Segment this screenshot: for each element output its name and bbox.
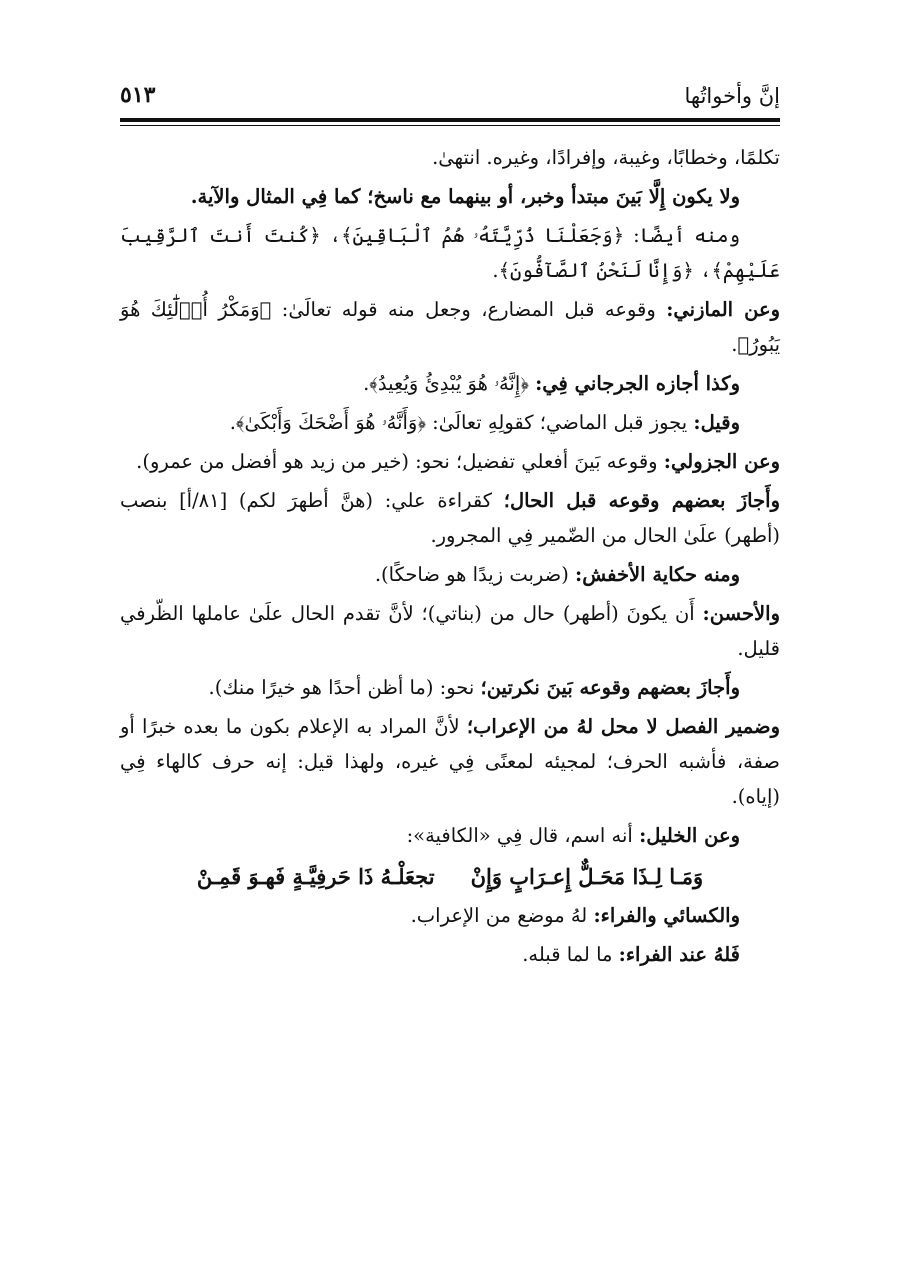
paragraph-12 xyxy=(120,709,780,814)
verse-hemistich-1: وَمَـا لِـذَا مَحَـلٌّ إِعـرَابٍ وَإِنْ xyxy=(470,864,704,889)
paragraph-10-text: أَن يكونَ (أطهر) حال من (بناتي)؛ لأنَّ تقدم الحال علَىٰ عاملها الظّرفي قليل. xyxy=(120,602,780,660)
paragraph-13-text: أنه اسم، قال فِي «الكافية»: xyxy=(406,824,640,847)
paragraph-9-lead: ومنه حكاية الأخفش: xyxy=(575,563,740,586)
page-number: ٥١٣ xyxy=(120,82,156,108)
paragraph-12-text: لأنَّ المراد به الإعلام بكون ما بعده خبرًا أو صفة، فأشبه الحرف؛ لمجيئه لمعنًى فِي غيره، ولهذا قيل: إنه حرف كالهاء فِي (إياه). xyxy=(120,715,780,808)
paragraph-8-lead: وأَجازَ بعضهم وقوعه قبل الحال؛ xyxy=(503,489,781,512)
paragraph-2 xyxy=(120,179,780,214)
paragraph-12-lead: وضمير الفصل لا محل لهُ من الإعراب؛ xyxy=(466,715,780,738)
poetry-verse xyxy=(120,859,780,894)
header-rule-thin xyxy=(120,125,780,126)
paragraph-15-text: ما لما قبله. xyxy=(522,943,619,966)
paragraph-14-lead: والكسائي والفراء: xyxy=(593,904,740,927)
paragraph-4 xyxy=(120,292,780,362)
paragraph-3 xyxy=(120,218,780,288)
running-title: إنَّ وأخواتُها xyxy=(684,84,780,108)
paragraph-10-lead: والأحسن: xyxy=(702,602,780,625)
paragraph-15 xyxy=(120,937,780,972)
paragraph-7-lead: وعن الجزولي: xyxy=(663,450,780,473)
paragraph-11-lead: وأَجازَ بعضهم وقوعه بَينَ نكرتين؛ xyxy=(480,676,740,699)
paragraph-9 xyxy=(120,557,780,592)
paragraph-8-text: كقراءة علي: (هنَّ أطهرَ لكم) [٨١/أ] بنصب (أطهر) علَىٰ الحال من الضّمير فِي المجرور. xyxy=(120,489,780,547)
paragraph-2-lead: ولا يكون إِلَّا بَينَ مبتدأ وخبر، أو بينهما مع ناسخ؛ كما فِي المثال والآية. xyxy=(190,185,740,208)
paragraph-5-lead: وكذا أجازه الجرجاني فِي: xyxy=(535,372,740,395)
paragraph-11-text: نحو: (ما أظن أحدًا هو خيرًا منك). xyxy=(208,676,481,699)
paragraph-4-text: وقوعه قبل المضارع، وجعل منه قوله تعالَىٰ: ﴿وَمَكْرُ أُو۟لَٰٓئِكَ هُوَ يَبُورُ﴾. xyxy=(120,298,780,356)
paragraph-9-text: (ضربت زيدًا هو ضاحكًا). xyxy=(374,563,576,586)
paragraph-8 xyxy=(120,483,780,553)
paragraph-6 xyxy=(120,405,780,440)
paragraph-6-text: يجوز قبل الماضي؛ كقولِهِ تعالَىٰ: ﴿وَأَنَّهُۥ هُوَ أَضْحَكَ وَأَبْكَىٰ﴾. xyxy=(229,411,694,434)
paragraph-14 xyxy=(120,898,780,933)
paragraph-5-text: ﴿إِنَّهُۥ هُوَ يُبْدِئُ وَيُعِيدُ﴾. xyxy=(363,372,536,395)
paragraph-4-lead: وعن المازني: xyxy=(666,298,780,321)
body-text xyxy=(120,140,780,976)
paragraph-3-text: ومنه أيضًا: ﴿وَجَعَلْنَا ذُرِّيَّتَهُۥ هُمُ ٱلْبَاقِينَ﴾، ﴿كُنتَ أَنتَ ٱلرَّقِيبَ عَلَيْهِمْ﴾، ﴿وَإِنَّا لَنَحْنُ ٱلصَّآفُّونَ﴾. xyxy=(120,224,780,282)
paragraph-15-lead: فَلهُ عند الفراء: xyxy=(618,943,740,966)
paragraph-13-lead: وعن الخليل: xyxy=(639,824,740,847)
verse-hemistich-2: تجعَلْـهُ ذَا حَرفِيَّـةٍ فَهـوَ قَمِـنْ xyxy=(196,864,435,889)
paragraph-7 xyxy=(120,444,780,479)
paragraph-13 xyxy=(120,818,780,853)
paragraph-6-lead: وقيل: xyxy=(693,411,740,434)
paragraph-10 xyxy=(120,596,780,666)
paragraph-7-text: وقوعه بَينَ أفعلي تفضيل؛ نحو: (خير من زيد هو أفضل من عمرو). xyxy=(136,450,664,473)
paragraph-1 xyxy=(120,140,780,175)
paragraph-5 xyxy=(120,366,780,401)
paragraph-11 xyxy=(120,670,780,705)
paragraph-1-text: تكلمًا، وخطابًا، وغيبة، وإفرادًا، وغيره. انتهىٰ. xyxy=(432,146,780,169)
header-rule-thick xyxy=(120,118,780,122)
paragraph-14-text: لهُ موضع من الإعراب. xyxy=(410,904,594,927)
